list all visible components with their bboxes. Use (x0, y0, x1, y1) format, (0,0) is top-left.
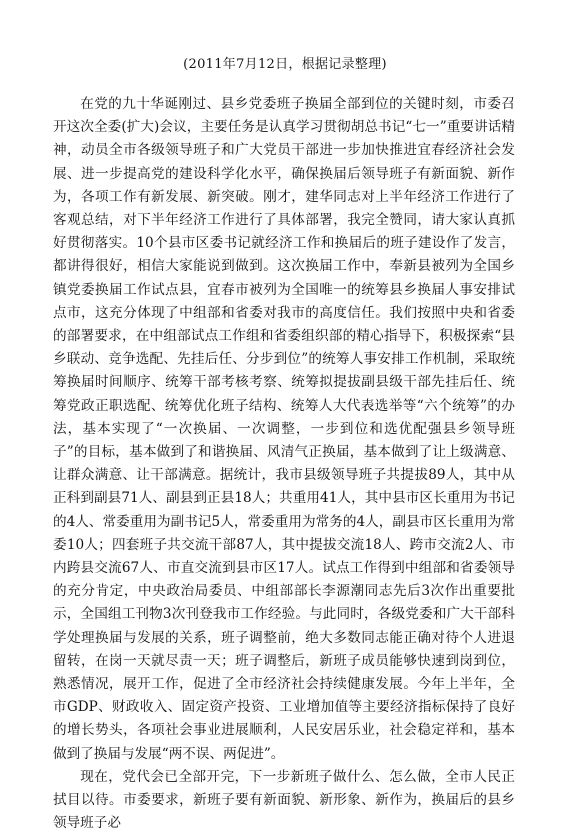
paragraph-2: 现在，党代会已全部开完，下一步新班子做什么、怎么做，全市人民正拭目以待。市委要求，新班子要有新面貌、新形象、新作为，换届后的县乡领导班子必 (53, 768, 515, 832)
document-body (53, 93, 515, 836)
document-subtitle: (2011年7月12日，根据记录整理) (183, 57, 387, 72)
paragraph-1: 在党的九十华诞刚过、县乡党委班子换届全部到位的关键时刻，市委召开这次全委(扩大)会议，主要任务是认真学习贯彻胡总书记“七一”重要讲话精神，动员全市各级领导班子和广大党员干部进一步加快推进宜春经济社会发展、进一步提高党的建设科学化水平，确保换届后领导班子有新面貌、新作为，各项工作有新发展、新突破。刚才，建华同志对上半年经济工作进行了客观总结，对下半年经济工作进行了具体部署，我完全赞同，请大家认真抓好贯彻落实。10个县市区委书记就经济工作和换届后的班子建设作了发言，都讲得很好，相信大家能说到做到。这次换届工作中，奉新县被列为全国乡镇党委换届工作试点县，宜春市被列为全国唯一的统筹县乡换届人事安排试点市，这充分体现了中组部和省委对我市的高度信任。我们按照中央和省委的部署要求，在中组部试点工作组和省委组织部的精心指导下，积极探索“县乡联动、竞争选配、先挂后任、分步到位”的统筹人事安排工作机制，采取统筹换届时间顺序、统筹干部考核考察、统筹拟提拔副县级干部先挂后任、统筹党政正职选配、统筹优化班子结构、统筹人大代表选举等“六个统筹”的办法，基本实现了“一次换届、一次调整，一步到位和选优配强县乡领导班子”的目标，基本做到了和谐换届、风清气正换届，基本做到了让上级满意、让群众满意、让干部满意。据统计，我市县级领导班子共提拔89人，其中从正科到副县71人、副县到正县18人；共重用41人，其中县市区长重用为书记的4人、常委重用为副书记5人，常委重用为常务的4人，副县市区长重用为常委10人；四套班子共交流干部87人，其中提拔交流18人、跨市交流2人、市内跨县交流67人、市直交流到县市区17人。试点工作得到中组部和省委领导的充分肯定，中央政治局委员、中组部部长李源潮同志先后3次作出重要批示，全国组工刊物3次刊登我市工作经验。与此同时，各级党委和广大干部科学处理换届与发展的关系，班子调整前，绝大多数同志能正确对待个人进退留转，在岗一天就尽责一天；班子调整后，新班子成员能够快速到岗到位，熟悉情况，展开工作，促进了全市经济社会持续健康发展。今年上半年，全市GDP、财政收入、固定资产投资、工业增加值等主要经济指标保持了良好的增长势头，各项社会事业进展顺利，人民安居乐业，社会稳定祥和，基本做到了换届与发展“两不误、两促进”。 (53, 96, 515, 762)
